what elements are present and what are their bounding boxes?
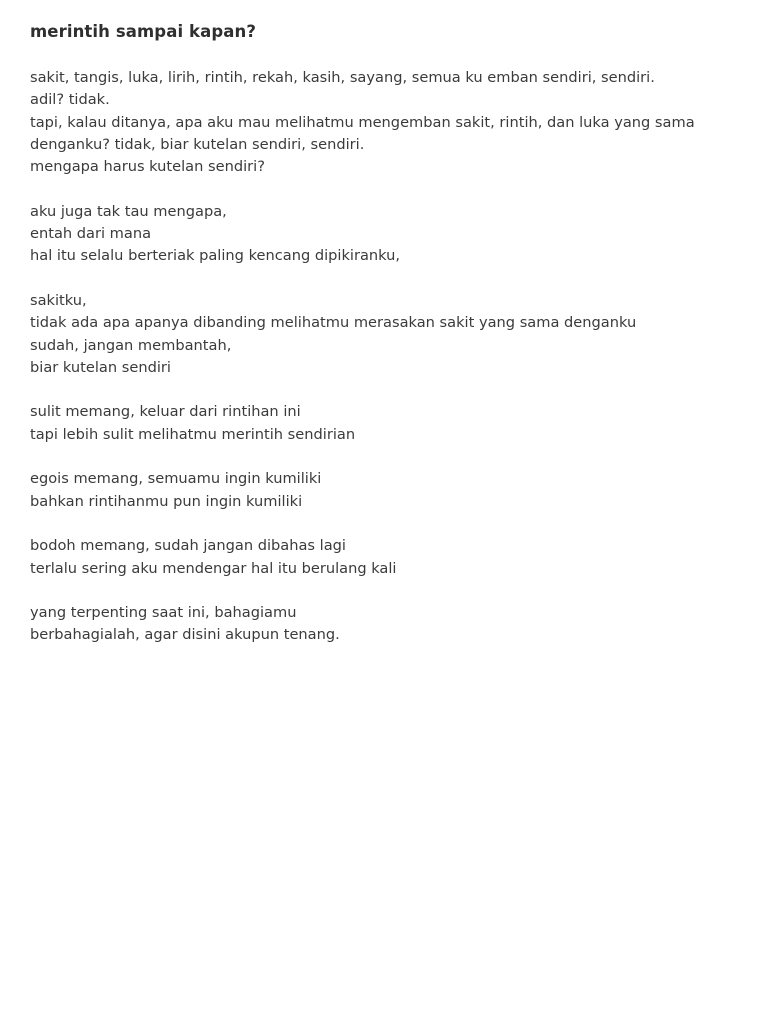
poem-line: sulit memang, keluar dari rintihan ini: [30, 403, 301, 421]
stanza: [30, 201, 730, 268]
poem-line: biar kutelan sendiri: [30, 358, 171, 376]
poem-body: [30, 67, 730, 647]
poem-line: mengapa harus kutelan sendiri?: [30, 158, 265, 176]
poem-line: terlalu sering aku mendengar hal itu berulang kali: [30, 559, 397, 577]
poem-line: adil? tidak.: [30, 91, 110, 109]
poem-line: bahkan rintihanmu pun ingin kumiliki: [30, 492, 303, 510]
stanza: [30, 602, 730, 647]
poem-line: denganku? tidak, biar kutelan sendiri, sendiri.: [30, 135, 365, 153]
stanza: [30, 468, 730, 513]
document-page: [30, 21, 730, 669]
poem-line: berbahagialah, agar disini akupun tenang.: [30, 626, 340, 644]
poem-line: entah dari mana: [30, 225, 152, 243]
poem-line: sakit, tangis, luka, lirih, rintih, rekah, kasih, sayang, semua ku emban sendiri, sendiri.: [30, 69, 655, 86]
poem-line: yang terpenting saat ini, bahagiamu: [30, 604, 297, 622]
poem-line: sudah, jangan membantah,: [30, 336, 232, 354]
stanza: [30, 290, 730, 379]
stanza: [30, 67, 730, 178]
poem-title: merintih sampai kapan?: [30, 22, 257, 41]
stanza: [30, 401, 730, 446]
poem-line: sakitku,: [30, 291, 87, 309]
poem-line: hal itu selalu berteriak paling kencang dipikiranku,: [30, 247, 401, 265]
stanza: [30, 535, 730, 580]
poem-line: tapi lebih sulit melihatmu merintih sendirian: [30, 425, 356, 443]
poem-line: tidak ada apa apanya dibanding melihatmu merasakan sakit yang sama denganku: [30, 314, 637, 332]
poem-line: aku juga tak tau mengapa,: [30, 202, 227, 220]
poem-line: egois memang, semuamu ingin kumiliki: [30, 470, 322, 488]
poem-line: tapi, kalau ditanya, apa aku mau melihatmu mengemban sakit, rintih, dan luka yang sama: [30, 113, 695, 131]
poem-line: bodoh memang, sudah jangan dibahas lagi: [30, 537, 346, 555]
